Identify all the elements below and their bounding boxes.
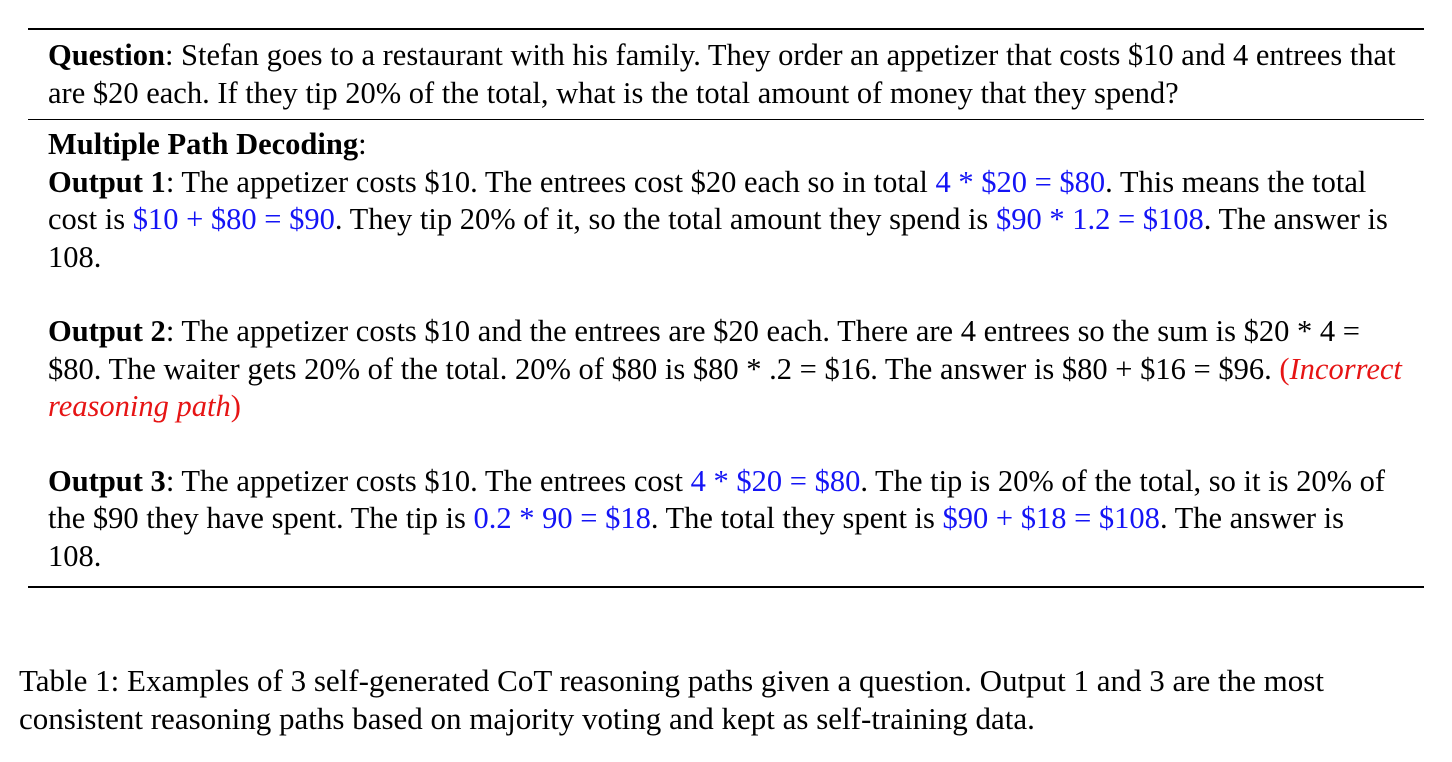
question-text: : Stefan goes to a restaurant with his family. They order an appetizer that costs $10 and 4 entrees that are $20 each. If they tip 20% of the total, what is the total amount of money that they spend? xyxy=(48,38,1396,110)
bottom-rule xyxy=(28,586,1424,588)
output-1 xyxy=(48,164,1404,277)
output-3-text-4: . The answer is 108. xyxy=(48,501,1345,573)
output-3-text-2: . The tip is 20% of the total, so it is 20% of the $90 they have spent. The tip is xyxy=(48,463,1386,535)
question-cell xyxy=(28,30,1424,119)
output-1-highlight-2: $10 + $80 = $90 xyxy=(132,202,335,236)
output-2-text-1: : The appetizer costs $10 and the entrees are $20 each. There are 4 entrees so the sum is $20 * 4 = $80. The waiter gets 20% of the total. 20% of $80 is $80 * .2 = $16. The answer is $80 + $16 = $96. xyxy=(48,314,1360,386)
output-3-highlight-3: $90 + $18 = $108 xyxy=(942,501,1160,535)
decoding-heading-suffix: : xyxy=(358,127,367,161)
spacer xyxy=(48,276,1404,313)
incorrect-note-open: ( xyxy=(1279,351,1290,386)
output-1-text-4: . The answer is 108. xyxy=(48,202,1388,274)
table-caption: Table 1: Examples of 3 self-generated CoT reasoning paths given a question. Output 1 and 3 are the most consistent reasoning paths based on majority voting and kept as self-training data. xyxy=(19,663,1324,736)
output-1-label: Output 1 xyxy=(48,164,166,199)
output-3-text-3: . The total they spent is xyxy=(650,501,943,535)
output-3-highlight-2: 0.2 * 90 = $18 xyxy=(473,501,651,535)
decoding-heading-line xyxy=(48,126,1404,164)
incorrect-note-text: Incorrect reasoning path xyxy=(48,351,1402,423)
output-3-text-1: : The appetizer costs $10. The entrees cost xyxy=(165,463,691,498)
output-2-label: Output 2 xyxy=(48,314,166,348)
spacer xyxy=(48,426,1404,463)
paths-cell xyxy=(28,120,1424,586)
decoding-heading: Multiple Path Decoding xyxy=(48,127,359,161)
output-1-text-3: . They tip 20% of it, so the total amount they spend is xyxy=(334,202,996,236)
output-3 xyxy=(48,463,1404,576)
incorrect-note-close: ) xyxy=(230,389,241,423)
output-3-label: Output 3 xyxy=(48,463,166,498)
output-1-highlight-1: 4 * $20 = $80 xyxy=(935,164,1106,199)
output-2 xyxy=(48,313,1404,426)
example-table xyxy=(28,28,1424,588)
question-label: Question xyxy=(48,38,165,72)
output-1-text-1: : The appetizer costs $10. The entrees cost $20 each so in total xyxy=(165,164,936,199)
output-1-highlight-3: $90 * 1.2 = $108 xyxy=(995,202,1204,236)
output-1-text-2: . This means the total cost is xyxy=(48,164,1367,236)
output-3-highlight-1: 4 * $20 = $80 xyxy=(690,463,861,498)
